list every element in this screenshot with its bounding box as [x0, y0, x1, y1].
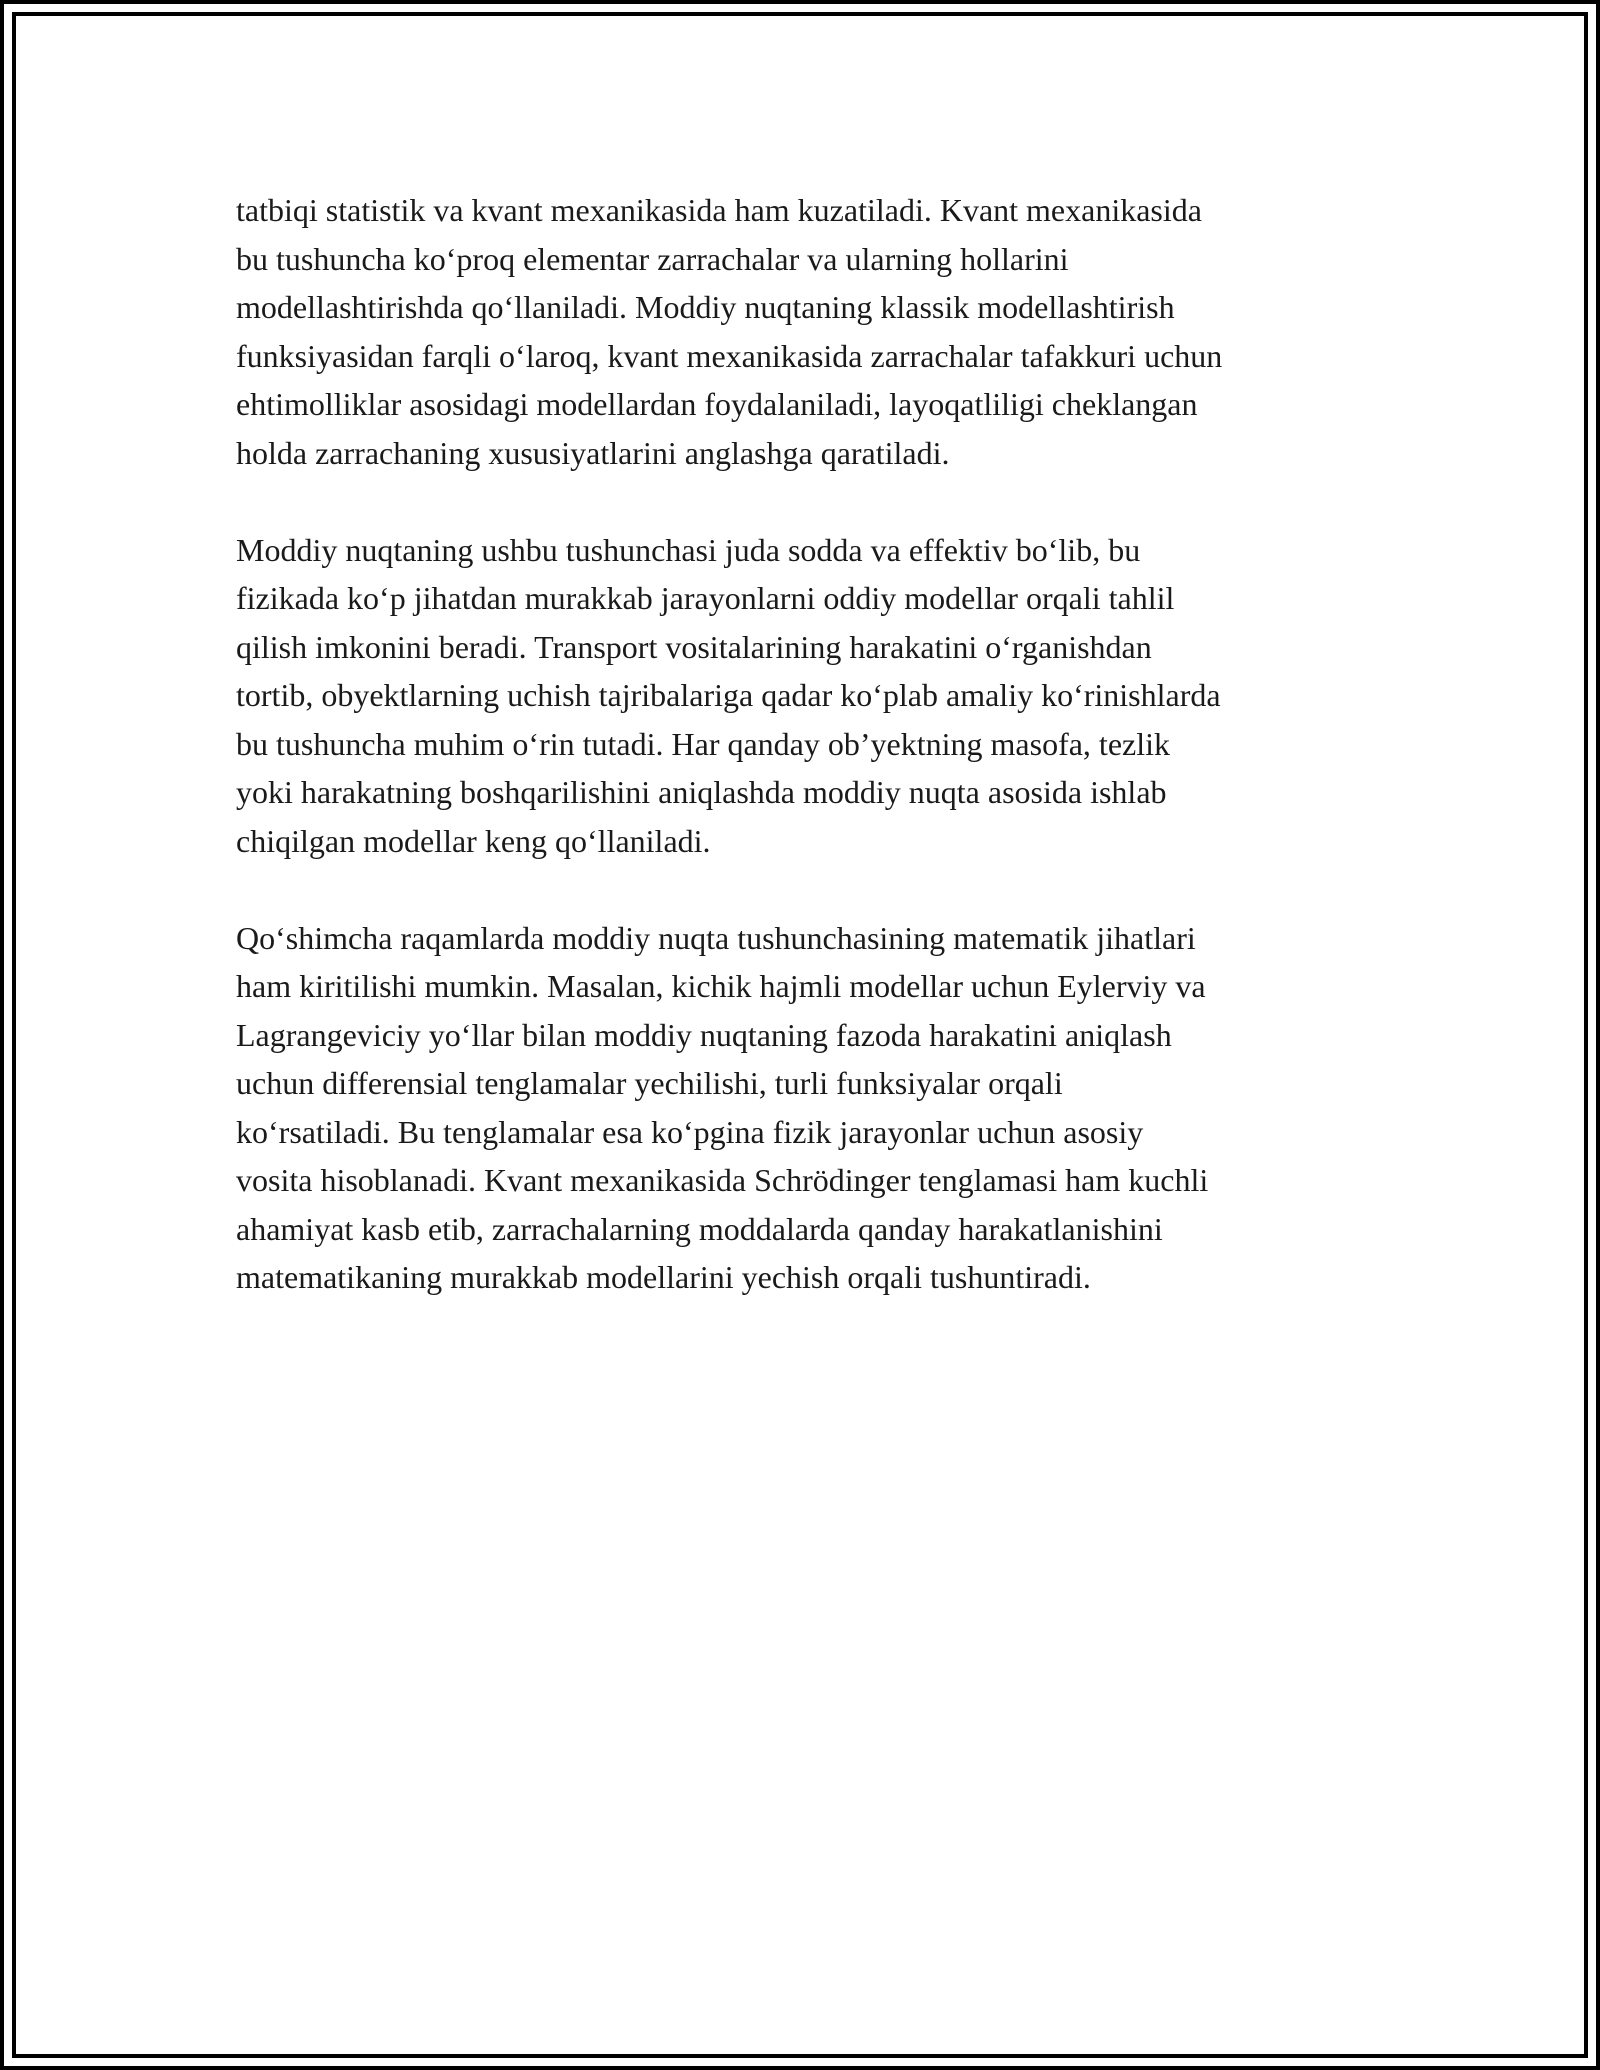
- paragraph-3: Qoʻshimcha raqamlarda moddiy nuqta tushunchasining matematik jihatlari ham kiritilishi mumkin. Masalan, kichik hajmli modellar uchun Eylerviy va Lagrangeviciy yoʻllar bilan moddiy nuqtaning fazoda harakatini aniqlash uchun differensial tenglamalar yechilishi, turli funksiyalar orqali koʻrsatiladi. Bu tenglamalar esa koʻpgina fizik jarayonlar uchun asosiy vosita hisoblanadi. Kvant mexanikasida Schrödinger tenglamasi ham kuchli ahamiyat kasb etib, zarrachalarning moddalarda qanday harakatlanishini matematikaning murakkab modellarini yechish orqali tushuntiradi.: [236, 919, 1209, 1295]
- paragraph-1: tatbiqi statistik va kvant mexanikasida ham kuzatiladi. Kvant mexanikasida bu tushuncha koʻproq elementar zarrachalar va ularning hollarini modellashtirishda qoʻllaniladi. Moddiy nuqtaning klassik modellashtirish funksiyasidan farqli oʻlaroq, kvant mexanikasida zarrachalar tafakkuri uchun ehtimolliklar asosidagi modellardan foydalaniladi, layoqatliligi cheklangan holda zarrachaning xususiyatlarini anglashga qaratiladi.: [236, 192, 1223, 471]
- paragraph-2: Moddiy nuqtaning ushbu tushunchasi juda sodda va effektiv boʻlib, bu fizikada koʻp jihatdan murakkab jarayonlarni oddiy modellar orqali tahlil qilish imkonini beradi. Transport vositalarining harakatini oʻrganishdan tortib, obyektlarning uchish tajribalariga qadar koʻplab amaliy koʻrinishlarda bu tushuncha muhim oʻrin tutadi. Har qanday obʼyektning masofa, tezlik yoki harakatning boshqarilishini aniqlashda moddiy nuqta asosida ishlab chiqilgan modellar keng qoʻllaniladi.: [236, 531, 1221, 859]
- document-body: [236, 186, 1376, 1350]
